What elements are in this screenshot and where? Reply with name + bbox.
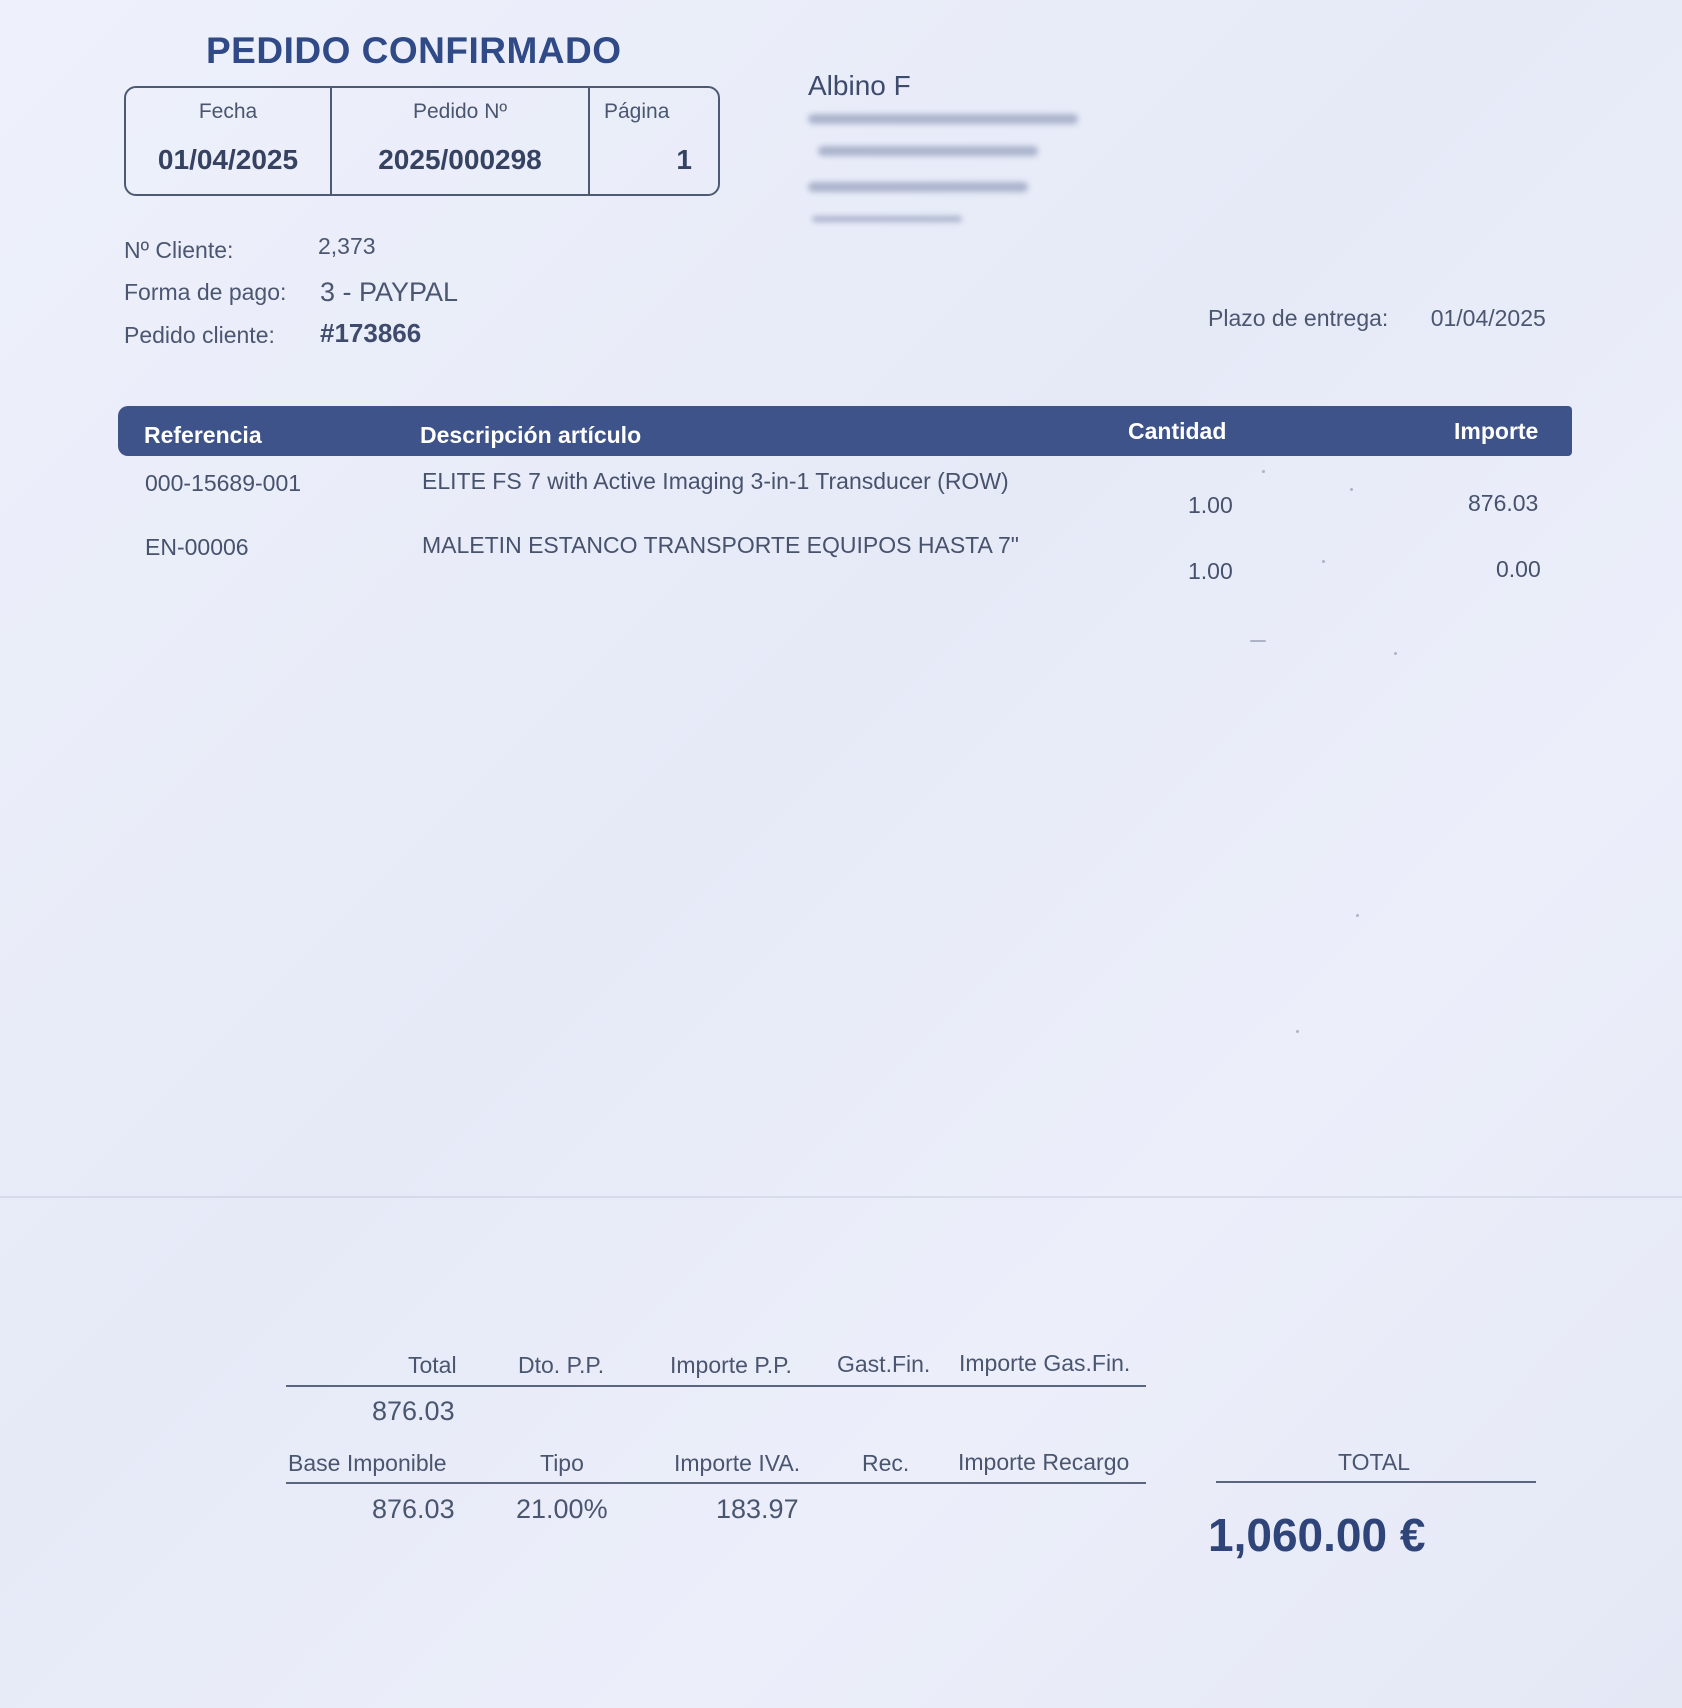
tax-base-value: 876.03 xyxy=(372,1494,455,1524)
item-description: ELITE FS 7 with Active Imaging 3-in-1 Transducer (ROW) xyxy=(422,468,1009,494)
item-amount: 0.00 xyxy=(1496,556,1541,582)
page-number-cell xyxy=(590,88,718,194)
item-quantity: 1.00 xyxy=(1188,492,1233,518)
redaction-line xyxy=(808,114,1078,124)
tax-divider xyxy=(286,1482,1146,1484)
delivery-date-value: 01/04/2025 xyxy=(1430,305,1546,331)
tax-base-label: Base Imponible xyxy=(288,1450,447,1476)
customer-name: Albino F xyxy=(808,70,911,101)
item-reference: EN-00006 xyxy=(145,534,249,560)
order-number-label: Pedido Nº xyxy=(412,100,508,123)
totals-divider xyxy=(286,1385,1146,1387)
order-number-cell xyxy=(332,88,590,194)
grand-total-divider xyxy=(1216,1481,1536,1483)
total-value: 876.03 xyxy=(372,1396,455,1426)
grand-total-label: TOTAL xyxy=(1338,1449,1410,1475)
surcharge-label: Rec. xyxy=(862,1450,910,1476)
client-order-value: #173866 xyxy=(320,318,422,348)
vat-amount-label: Importe IVA. xyxy=(674,1450,801,1476)
surcharge-amount-label: Importe Recargo xyxy=(958,1449,1130,1475)
financial-cost-amount-label: Importe Gas.Fin. xyxy=(959,1350,1131,1376)
financial-cost-label: Gast.Fin. xyxy=(837,1351,931,1377)
paper-speck xyxy=(1250,640,1266,642)
col-quantity-header: Cantidad xyxy=(1128,418,1227,444)
paper-speck xyxy=(1296,1030,1299,1033)
total-label: Total xyxy=(408,1352,457,1378)
discount-amount-label: Importe P.P. xyxy=(670,1352,792,1378)
page-number-value: 1 xyxy=(676,144,692,175)
tax-rate-label: Tipo xyxy=(540,1450,584,1476)
customer-address-redacted xyxy=(808,70,1108,240)
page-title: PEDIDO CONFIRMADO xyxy=(206,30,622,71)
grand-total-value: 1,060.00 € xyxy=(1208,1509,1426,1561)
paper-fold xyxy=(0,1196,1682,1198)
payment-method-value: 3 - PAYPAL xyxy=(320,277,459,307)
date-cell xyxy=(126,88,332,194)
paper-speck xyxy=(1356,914,1359,917)
items-table-header xyxy=(118,406,1572,456)
paper-speck xyxy=(1350,488,1353,491)
order-number-value: 2025/000298 xyxy=(378,144,542,175)
paper-speck xyxy=(1262,470,1265,473)
payment-method-label: Forma de pago: xyxy=(124,279,287,305)
client-number-label: Nº Cliente: xyxy=(124,237,234,263)
paper-speck xyxy=(1394,652,1397,655)
col-description-header: Descripción artículo xyxy=(420,422,642,448)
client-number-value: 2,373 xyxy=(318,233,376,259)
redaction-line xyxy=(812,216,962,222)
col-reference-header: Referencia xyxy=(144,422,262,448)
tax-rate-value: 21.00% xyxy=(516,1494,608,1524)
client-order-label: Pedido cliente: xyxy=(124,322,275,348)
delivery-date-label: Plazo de entrega: xyxy=(1208,305,1389,331)
paper-speck xyxy=(1322,560,1325,563)
discount-label: Dto. P.P. xyxy=(518,1352,605,1378)
date-label: Fecha xyxy=(198,100,258,123)
redaction-line xyxy=(808,182,1028,192)
date-value: 01/04/2025 xyxy=(157,144,299,175)
vat-amount-value: 183.97 xyxy=(716,1494,799,1524)
col-amount-header: Importe xyxy=(1454,418,1539,444)
client-number-row xyxy=(124,233,376,264)
redaction-line xyxy=(818,146,1038,156)
item-description: MALETIN ESTANCO TRANSPORTE EQUIPOS HASTA 7" xyxy=(422,532,1019,558)
order-header-box xyxy=(124,86,720,196)
item-amount: 876.03 xyxy=(1468,490,1539,516)
client-order-row xyxy=(124,318,422,349)
payment-method-row xyxy=(124,277,459,307)
item-reference: 000-15689-001 xyxy=(145,470,302,496)
delivery-date-row xyxy=(1208,305,1546,332)
item-quantity: 1.00 xyxy=(1188,558,1233,584)
page-number-label: Página xyxy=(604,100,670,123)
